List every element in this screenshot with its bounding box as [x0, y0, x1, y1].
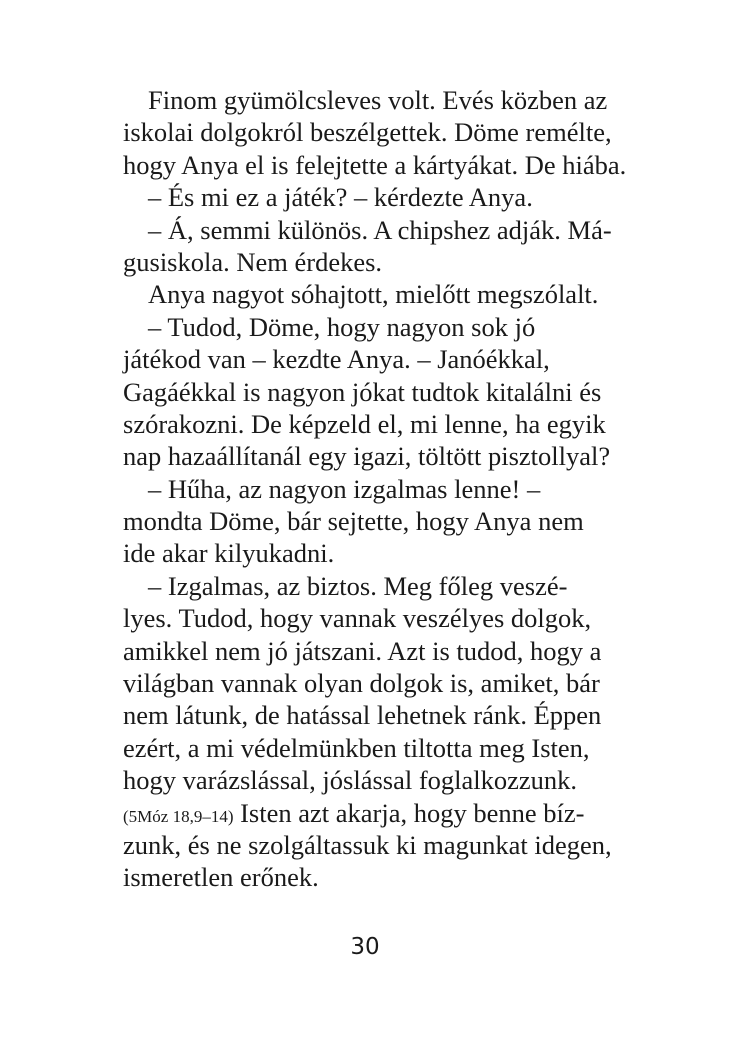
- text-line: ismeretlen erőnek.: [123, 862, 319, 893]
- text-line: hogy Anya el is felejtette a kártyákat. De hiába.: [123, 149, 627, 180]
- text-line: mondta Döme, bár sejtette, hogy Anya nem: [123, 506, 584, 537]
- text-after-reference: Isten azt akarja, hogy benne bíz-: [233, 797, 585, 828]
- text-line: – Á, semmi különös. A chipshez adják. Má-: [148, 214, 612, 245]
- bible-reference: (5Móz 18,9–14): [123, 806, 234, 826]
- text-line: Gagáékkal is nagyon jókat tudtok kitalálni és: [123, 376, 602, 407]
- text-line: világban vannak olyan dolgok is, amiket, bár: [123, 668, 600, 699]
- text-line-with-reference: [123, 797, 623, 829]
- text-line: szórakozni. De képzeld el, mi lenne, ha egyik: [123, 408, 606, 439]
- text-line: – És mi ez a játék? – kérdezte Anya.: [148, 182, 533, 213]
- text-line: hogy varázslással, jóslással foglalkozzunk.: [123, 765, 578, 796]
- text-line: – Izgalmas, az biztos. Meg főleg veszé-: [148, 570, 568, 601]
- text-line: iskolai dolgokról beszélgettek. Döme remélte,: [123, 117, 612, 148]
- text-line: Finom gyümölcsleves volt. Evés közben az: [148, 85, 608, 115]
- text-line: gusiskola. Nem érdekes.: [123, 246, 383, 277]
- text-line: – Hűha, az nagyon izgalmas lenne! –: [148, 473, 541, 504]
- text-line: nem látunk, de hatással lehetnek ránk. Éppen: [123, 700, 602, 731]
- page-body-text: [123, 84, 627, 894]
- text-line: zunk, és ne szolgáltassuk ki magunkat idegen,: [123, 829, 612, 860]
- text-line: ezért, a mi védelmünkben tiltotta meg Isten,: [123, 732, 590, 763]
- text-line: nap hazaállítanál egy igazi, töltött pisztollyal?: [123, 441, 611, 472]
- text-line: – Tudod, Döme, hogy nagyon sok jó: [148, 311, 536, 342]
- text-line: amikkel nem jó játszani. Azt is tudod, hogy a: [123, 635, 602, 666]
- text-line: lyes. Tudod, hogy vannak veszélyes dolgok,: [123, 603, 592, 634]
- page-number: 30: [350, 934, 380, 960]
- text-line: játékod van – kezdte Anya. – Janóékkal,: [123, 344, 550, 375]
- text-line: ide akar kilyukadni.: [123, 538, 335, 569]
- text-line: Anya nagyot sóhajtott, mielőtt megszólalt.: [148, 279, 599, 310]
